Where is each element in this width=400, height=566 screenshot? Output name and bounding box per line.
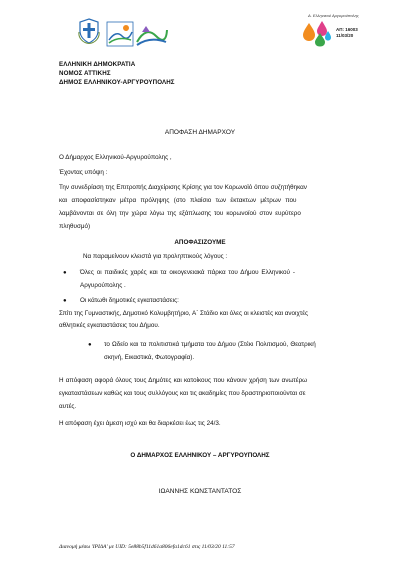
reference-number: ΑΠ: 16003 <box>336 27 358 32</box>
bullet-conservatory-line-2: σκηνή, Εικαστικά, Φωτογραφία). <box>104 354 195 361</box>
signature-role: Ο ΔΗΜΑΡΧΟΣ ΕΛΛΗΝΙΚΟΥ – ΑΡΓΥΡΟΥΠΟΛΗΣ <box>130 452 270 459</box>
facilities-list-line-1: Σπίτι της Γυμναστικής, Δημοτικό Κολυμβητήριο, Α΄ Στάδιο και όλες οι κλειστές και ανοιχτές <box>59 310 309 317</box>
header-prefecture: ΝΟΜΟΣ ΑΤΤΙΚΗΣ <box>59 70 111 77</box>
decision-heading: ΑΠΟΦΑΣΙΖΟΥΜΕ <box>174 239 226 246</box>
preamble-line-3: λαμβάνονται σε όλη την χώρα λόγω της εξάπλωσης του κορωνοϊού στον ευρύτερο <box>59 210 301 217</box>
preamble-line-2: και αποφασίστηκαν μέτρα πρόληψης (στο πλαίσιο των έκτακτων μέτρων που <box>59 197 297 204</box>
bullet-conservatory-line-1: το Ωδείο και τα πολιτιστικά τμήματα του Δήμου (Στέκι Πολιτισμού, Θεατρική <box>104 341 316 348</box>
bullet-icon: ● <box>88 342 92 348</box>
greek-emblem-icon <box>78 18 100 44</box>
bullet-playgrounds-line-2: Αργυρούπολης . <box>80 282 126 289</box>
municipality-logo-icon <box>106 20 168 50</box>
droplets-logo-icon <box>300 19 334 47</box>
document-title: ΑΠΟΦΑΣΗ ΔΗΜΑΡΧΟΥ <box>164 129 236 136</box>
mayor-line: Ο Δήμαρχος Ελληνικού-Αργυρούπολης , <box>59 154 172 161</box>
logo-caption: Δ. Ελληνικού Αργυρούπολης <box>308 13 359 18</box>
validity-line: Η απόφαση έχει άμεση ισχύ και θα διαρκέσει έως τις 24/3. <box>59 420 221 427</box>
remain-closed-line: Να παραμείνουν κλειστά για προληπτικούς λόγους : <box>83 253 228 260</box>
bullet-facilities: Οι κάτωθι δημοτικές εγκαταστάσεις: <box>80 297 179 304</box>
reference-date: 11/03/20 <box>336 33 354 38</box>
bullet-icon: ● <box>63 270 67 276</box>
signature-name: ΙΩΑΝΝΗΣ ΚΩΝΣΤΑΝΤΑΤΟΣ <box>158 488 242 495</box>
corner-logo <box>300 13 370 47</box>
bullet-icon: ● <box>63 298 67 304</box>
header-republic: ΕΛΛΗΝΙΚΗ ΔΗΜΟΚΡΑΤΙΑ <box>59 61 136 68</box>
issuer-header <box>59 60 175 87</box>
reference-block <box>336 27 358 39</box>
scope-line-1: Η απόφαση αφορά όλους τους Δημότες και κατοίκους που κάνουν χρήση των ανωτέρω <box>59 377 308 384</box>
having-regard-line: Έχοντας υπόψη : <box>59 169 108 176</box>
scope-line-2: εγκαταστάσεων καθώς και τους συλλόγους και τις ακαδημίες που δραστηριοποιούνται σε <box>59 390 306 397</box>
bullet-playgrounds-line-1: Όλες οι παιδικές χαρές και τα οικογενειακά πάρκα του Δήμου Ελληνικού - <box>80 269 295 276</box>
preamble-line-1: Την συνεδρίαση της Επιτροπής Διαχείρισης Κρίσης για τον Κορωνοϊό όπου συζητήθηκαν <box>59 184 307 191</box>
distribution-footer: Διανομή μέσω 'ΙΡΙΔΑ' με UID: 5e88b5f11d61a806efa1dc61 στις 11/03/20 11:57 <box>59 544 235 550</box>
preamble-line-4: πληθυσμό) <box>59 223 91 230</box>
header-municipality: ΔΗΜΟΣ ΕΛΛΗΝΙΚΟΥ-ΑΡΓΥΡΟΥΠΟΛΗΣ <box>59 79 175 86</box>
scope-line-3: αυτές. <box>59 403 77 410</box>
facilities-list-line-2: αθλητικές εγκαταστάσεις του Δήμου. <box>59 322 160 329</box>
